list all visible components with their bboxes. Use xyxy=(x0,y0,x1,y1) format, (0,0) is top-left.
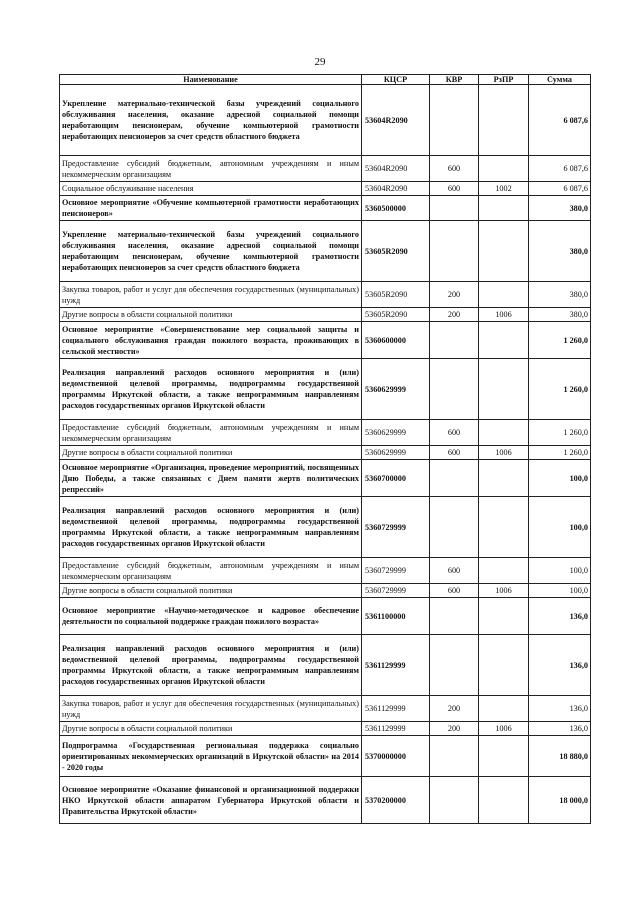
cell-sum: 380,0 xyxy=(529,221,591,282)
header-rzpr: РзПР xyxy=(479,75,529,85)
cell-kvr xyxy=(430,777,479,824)
cell-sum: 136,0 xyxy=(529,635,591,696)
cell-kvr xyxy=(430,460,479,497)
table-row xyxy=(60,736,591,777)
cell-sum: 6 087,6 xyxy=(529,156,591,182)
cell-kvr xyxy=(430,635,479,696)
cell-kvr xyxy=(430,736,479,777)
cell-sum: 6 087,6 xyxy=(529,182,591,196)
cell-sum: 380,0 xyxy=(529,282,591,308)
table-row xyxy=(60,446,591,460)
cell-rzpr xyxy=(479,156,529,182)
table-row xyxy=(60,85,591,156)
cell-rzpr: 1006 xyxy=(479,584,529,598)
cell-kvr xyxy=(430,598,479,635)
cell-rzpr xyxy=(479,420,529,446)
cell-kcsr: 5360629999 xyxy=(362,420,430,446)
cell-rzpr xyxy=(479,221,529,282)
cell-sum: 380,0 xyxy=(529,196,591,221)
cell-rzpr xyxy=(479,736,529,777)
cell-name: Основное мероприятие «Оказание финансовой и организационной поддержки НКО Иркутской области аппаратом Губернатора Иркутской области и Правительства Иркутской области» xyxy=(60,777,362,824)
cell-kcsr: 53604R2090 xyxy=(362,182,430,196)
cell-kvr: 200 xyxy=(430,722,479,736)
cell-kcsr: 5360629999 xyxy=(362,446,430,460)
cell-rzpr xyxy=(479,696,529,722)
cell-kvr: 600 xyxy=(430,584,479,598)
cell-kcsr: 5360500000 xyxy=(362,196,430,221)
table-row xyxy=(60,584,591,598)
table-row xyxy=(60,420,591,446)
cell-name: Предоставление субсидий бюджетным, автономным учреждениям и иным некоммерческим организациям xyxy=(60,156,362,182)
cell-rzpr xyxy=(479,359,529,420)
cell-kcsr: 53605R2090 xyxy=(362,308,430,322)
table-row xyxy=(60,322,591,359)
table-row xyxy=(60,722,591,736)
table-row xyxy=(60,308,591,322)
cell-kcsr: 5361129999 xyxy=(362,696,430,722)
cell-sum: 100,0 xyxy=(529,497,591,558)
cell-rzpr xyxy=(479,635,529,696)
cell-name: Другие вопросы в области социальной политики xyxy=(60,722,362,736)
cell-sum: 6 087,6 xyxy=(529,85,591,156)
header-name: Наименование xyxy=(60,75,362,85)
cell-kvr xyxy=(430,196,479,221)
cell-kcsr: 5360629999 xyxy=(362,359,430,420)
header-kcsr: КЦСР xyxy=(362,75,430,85)
cell-kcsr: 5361100000 xyxy=(362,598,430,635)
cell-name: Другие вопросы в области социальной политики xyxy=(60,446,362,460)
cell-kvr: 600 xyxy=(430,182,479,196)
cell-sum: 1 260,0 xyxy=(529,420,591,446)
cell-kcsr: 5360600000 xyxy=(362,322,430,359)
cell-sum: 1 260,0 xyxy=(529,359,591,420)
cell-kcsr: 5360700000 xyxy=(362,460,430,497)
table-row xyxy=(60,598,591,635)
cell-name: Реализация направлений расходов основного мероприятия и (или) ведомственной целевой программы, подпрограммы государственной программы Иркутской области, а также непрограммным направлениям расходов государственных органов Иркутской области xyxy=(60,497,362,558)
cell-kvr: 200 xyxy=(430,308,479,322)
page-number: 29 xyxy=(314,56,326,68)
cell-name: Укрепление материально-технической базы учреждений социального обслуживания населения, оказание адресной социальной помощи неработающим пенсионерам, обучение компьютерной грамотности неработающих пенсионеров за счет средств областного бюджета xyxy=(60,85,362,156)
cell-name: Предоставление субсидий бюджетным, автономным учреждениям и иным некоммерческим организациям xyxy=(60,420,362,446)
table-row xyxy=(60,182,591,196)
header-kvr: КВР xyxy=(430,75,479,85)
cell-sum: 136,0 xyxy=(529,722,591,736)
cell-rzpr xyxy=(479,497,529,558)
cell-kvr xyxy=(430,322,479,359)
cell-kvr: 600 xyxy=(430,420,479,446)
cell-sum: 100,0 xyxy=(529,584,591,598)
table-row xyxy=(60,777,591,824)
cell-kcsr: 5370200000 xyxy=(362,777,430,824)
cell-name: Основное мероприятие «Научно-методическое и кадровое обеспечение деятельности по социальной поддержке граждан пожилого возраста» xyxy=(60,598,362,635)
cell-name: Другие вопросы в области социальной политики xyxy=(60,308,362,322)
table-row xyxy=(60,282,591,308)
cell-name: Основное мероприятие «Организация, проведение мероприятий, посвященных Дню Победы, а также связанных с Днем памяти жертв политических репрессий» xyxy=(60,460,362,497)
cell-kcsr: 53604R2090 xyxy=(362,85,430,156)
cell-kcsr: 5361129999 xyxy=(362,635,430,696)
table-row xyxy=(60,696,591,722)
cell-sum: 18 000,0 xyxy=(529,777,591,824)
cell-sum: 136,0 xyxy=(529,598,591,635)
cell-kvr: 600 xyxy=(430,156,479,182)
cell-name: Реализация направлений расходов основного мероприятия и (или) ведомственной целевой программы, подпрограммы государственной программы Иркутской области, а также непрограммным направлениям расходов государственных органов Иркутской области xyxy=(60,359,362,420)
table-row xyxy=(60,359,591,420)
cell-sum: 1 260,0 xyxy=(529,322,591,359)
cell-sum: 136,0 xyxy=(529,696,591,722)
cell-kvr: 600 xyxy=(430,558,479,584)
cell-kvr: 200 xyxy=(430,696,479,722)
table-row xyxy=(60,460,591,497)
cell-rzpr: 1006 xyxy=(479,446,529,460)
cell-rzpr xyxy=(479,85,529,156)
cell-rzpr xyxy=(479,777,529,824)
table-row xyxy=(60,221,591,282)
table-header-row xyxy=(60,75,591,85)
cell-kvr xyxy=(430,497,479,558)
cell-rzpr xyxy=(479,460,529,497)
cell-kvr xyxy=(430,359,479,420)
cell-rzpr xyxy=(479,558,529,584)
cell-kcsr: 5370000000 xyxy=(362,736,430,777)
cell-name: Закупка товаров, работ и услуг для обеспечения государственных (муниципальных) нужд xyxy=(60,282,362,308)
cell-sum: 380,0 xyxy=(529,308,591,322)
cell-name: Другие вопросы в области социальной политики xyxy=(60,584,362,598)
cell-name: Реализация направлений расходов основного мероприятия и (или) ведомственной целевой программы, подпрограммы государственной программы Иркутской области, а также непрограммным направлениям расходов государственных органов Иркутской области xyxy=(60,635,362,696)
table-row xyxy=(60,196,591,221)
cell-sum: 1 260,0 xyxy=(529,446,591,460)
cell-name: Предоставление субсидий бюджетным, автономным учреждениям и иным некоммерческим организациям xyxy=(60,558,362,584)
cell-rzpr: 1006 xyxy=(479,722,529,736)
cell-rzpr xyxy=(479,322,529,359)
cell-name: Социальное обслуживание населения xyxy=(60,182,362,196)
cell-rzpr: 1002 xyxy=(479,182,529,196)
cell-kvr xyxy=(430,85,479,156)
header-sum: Сумма xyxy=(529,75,591,85)
cell-rzpr xyxy=(479,598,529,635)
cell-sum: 100,0 xyxy=(529,460,591,497)
cell-name: Закупка товаров, работ и услуг для обеспечения государственных (муниципальных) нужд xyxy=(60,696,362,722)
cell-rzpr xyxy=(479,196,529,221)
cell-sum: 100,0 xyxy=(529,558,591,584)
cell-name: Основное мероприятие «Обучение компьютерной грамотности неработающих пенсионеров» xyxy=(60,196,362,221)
cell-kcsr: 5360729999 xyxy=(362,584,430,598)
table-row xyxy=(60,156,591,182)
cell-kvr xyxy=(430,221,479,282)
cell-name: Подпрограмма «Государственная региональная поддержка социально ориентированных некоммерческих организаций в Иркутской области» на 2014 - 2020 годы xyxy=(60,736,362,777)
cell-kvr: 200 xyxy=(430,282,479,308)
cell-name: Основное мероприятие «Совершенствование мер социальной защиты и социального обслуживания граждан пожилого возраста, проживающих в сельской местности» xyxy=(60,322,362,359)
cell-kvr: 600 xyxy=(430,446,479,460)
budget-table xyxy=(59,74,591,824)
cell-kcsr: 5361129999 xyxy=(362,722,430,736)
table-row xyxy=(60,497,591,558)
cell-kcsr: 53604R2090 xyxy=(362,156,430,182)
cell-rzpr: 1006 xyxy=(479,308,529,322)
table-row xyxy=(60,558,591,584)
cell-rzpr xyxy=(479,282,529,308)
cell-kcsr: 5360729999 xyxy=(362,558,430,584)
cell-kcsr: 53605R2090 xyxy=(362,221,430,282)
cell-kcsr: 53605R2090 xyxy=(362,282,430,308)
table-row xyxy=(60,635,591,696)
cell-name: Укрепление материально-технической базы учреждений социального обслуживания населения, оказание адресной социальной помощи неработающим пенсионерам, обучение компьютерной грамотности неработающих пенсионеров за счет средств областного бюджета xyxy=(60,221,362,282)
cell-sum: 18 880,0 xyxy=(529,736,591,777)
cell-kcsr: 5360729999 xyxy=(362,497,430,558)
